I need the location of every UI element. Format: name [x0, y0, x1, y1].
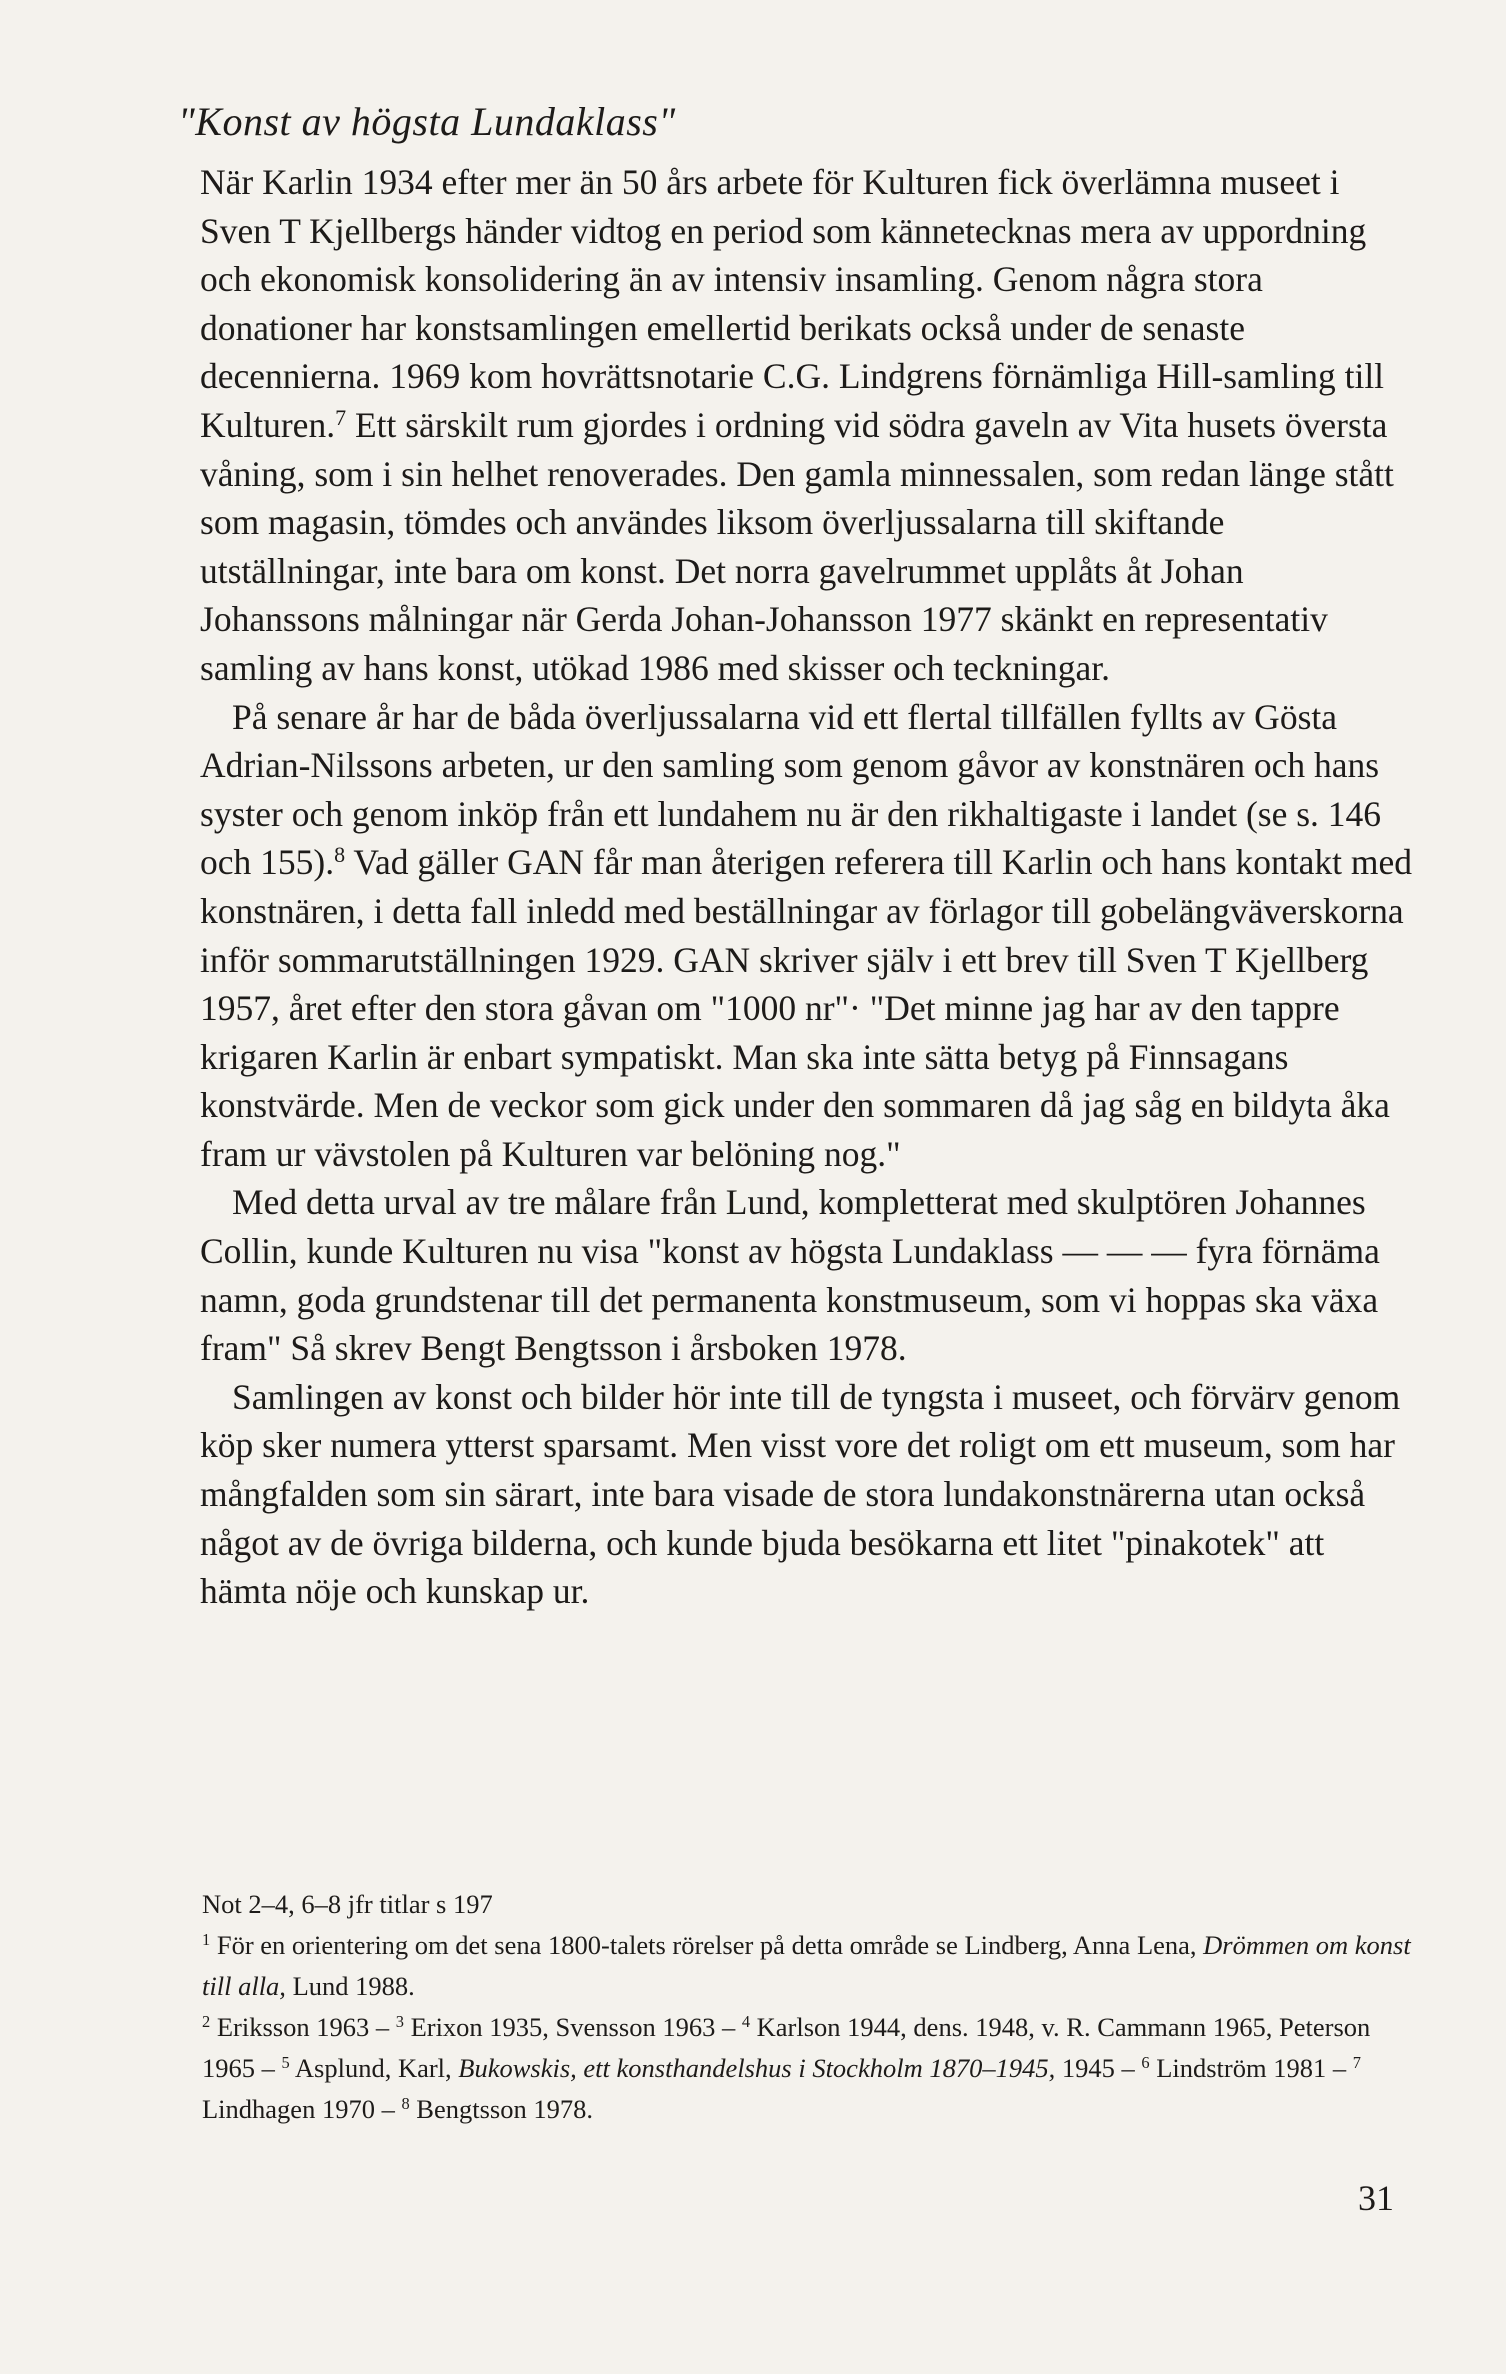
- text-run: När Karlin 1934 efter mer än 50 års arbete för Kulturen fick överlämna museet i Sven T Kjellbergs händer vidtog en period som kännetecknas mera av uppordning och ekonomisk konsolidering än av intensiv insamling. Genom några stora donationer har konstsamlingen emellertid berikats också under de senaste decennierna. 1969 kom hovrättsnotarie C.G. Lindgrens förnämliga Hill-samling till Kulturen.: [200, 162, 1385, 445]
- text-run: Lindström 1981 –: [1149, 2053, 1353, 2083]
- italic-title: Drömmen om konst till alla,: [202, 1930, 1411, 2001]
- text-run: Ett särskilt rum gjordes i ordning vid södra gaveln av Vita husets översta våning, som i sin helhet renoverades. Den gamla minnessalen, som redan länge stått som magasin, tömdes och användes liksom överljussalarna till skiftande utställningar, inte bara om konst. Det norra gavelrummet upplåts åt Johan Johanssons målningar när Gerda Johan-Johansson 1977 skänkt en representativ samling av hans konst, utökad 1986 med skisser och teckningar.: [200, 404, 1394, 688]
- paragraph: [200, 693, 1412, 1179]
- footnote-reference-note: [202, 1884, 1414, 1925]
- section-heading: "Konst av högsta Lundaklass": [178, 99, 676, 144]
- text-run: Not 2–4, 6–8 jfr titlar s 197: [202, 1889, 493, 1919]
- footnote-marker: 7: [1352, 2052, 1361, 2072]
- text-run: Lindhagen 1970 –: [202, 2094, 402, 2124]
- footnote-marker: 6: [1141, 2052, 1150, 2072]
- italic-title: Bukowskis, ett konsthandelshus i Stockholm 1870–1945,: [458, 2053, 1056, 2083]
- text-run: Samlingen av konst och bilder hör inte till de tyngsta i museet, och förvärv genom köp sker numera ytterst sparsamt. Men visst vore det roligt om ett museum, som har mångfalden som sin särart, inte bara visade de stora lundakonstnärerna utan också något av de övriga bilderna, och kunde bjuda besökarna ett litet "pinakotek" att hämta nöje och kunskap ur.: [200, 1376, 1401, 1612]
- paragraph: [200, 1373, 1412, 1616]
- footnotes: [202, 1884, 1414, 2130]
- footnote: [202, 2007, 1414, 2130]
- page-number: 31: [1358, 2178, 1394, 2218]
- footnote-marker: 3: [395, 2011, 404, 2031]
- footnote-marker: 7: [335, 404, 347, 430]
- text-run: Lund 1988.: [285, 1971, 415, 2001]
- text-run: 1945 –: [1055, 2053, 1142, 2083]
- footnote-marker: 1: [202, 1929, 211, 1949]
- footnote-marker: 8: [401, 2093, 410, 2113]
- text-run: Vad gäller GAN får man återigen referera till Karlin och hans kontakt med konstnären, i detta fall inledd med beställningar av förlagor till gobelängväverskorna inför sommarutställningen 1929. GAN skriver själv i ett brev till Sven T Kjellberg 1957, året efter den stora gåvan om "1000 nr"· "Det minne jag har av den tappre krigaren Karlin är enbart sympatiskt. Man ska inte sätta betyg på Finnsagans konstvärde. Men de veckor som gick under den sommaren då jag såg en bildyta åka fram ur vävstolen på Kulturen var belöning nog.": [200, 842, 1412, 1174]
- text-run: Bengtsson 1978.: [409, 2094, 593, 2124]
- text-run: Karlson 1944, dens. 1948, v. R. Cammann 1965, Peterson 1965 –: [202, 2012, 1371, 2083]
- body-text: [200, 158, 1412, 1616]
- footnote-marker: 2: [202, 2011, 211, 2031]
- paragraph: [200, 158, 1412, 693]
- paragraph: [200, 1178, 1412, 1372]
- text-run: Eriksson 1963 –: [210, 2012, 396, 2042]
- text-run: Med detta urval av tre målare från Lund, kompletterat med skulptören Johannes Collin, kunde Kulturen nu visa "konst av högsta Lundaklass — — — fyra förnäma namn, goda grundstenar till det permanenta konstmuseum, som vi hoppas ska växa fram" Så skrev Bengt Bengtsson i årsboken 1978.: [200, 1182, 1380, 1369]
- footnote-marker: 8: [334, 842, 346, 868]
- text-run: Asplund, Karl,: [289, 2053, 459, 2083]
- text-run: För en orientering om det sena 1800-talets rörelser på detta område se Lindberg, Anna Lena,: [210, 1930, 1204, 1960]
- text-run: På senare år har de båda överljussalarna vid ett flertal tillfällen fyllts av Gösta Adrian-Nilssons arbeten, ur den samling som genom gåvor av konstnären och hans syster och genom inköp från ett lundahem nu är den rikhaltigaste i landet (se s. 146 och 155).: [200, 696, 1382, 883]
- footnote-marker: 4: [741, 2011, 751, 2031]
- text-run: Erixon 1935, Svensson 1963 –: [403, 2012, 742, 2042]
- footnote: [202, 1925, 1414, 2007]
- footnote-marker: 5: [281, 2052, 290, 2072]
